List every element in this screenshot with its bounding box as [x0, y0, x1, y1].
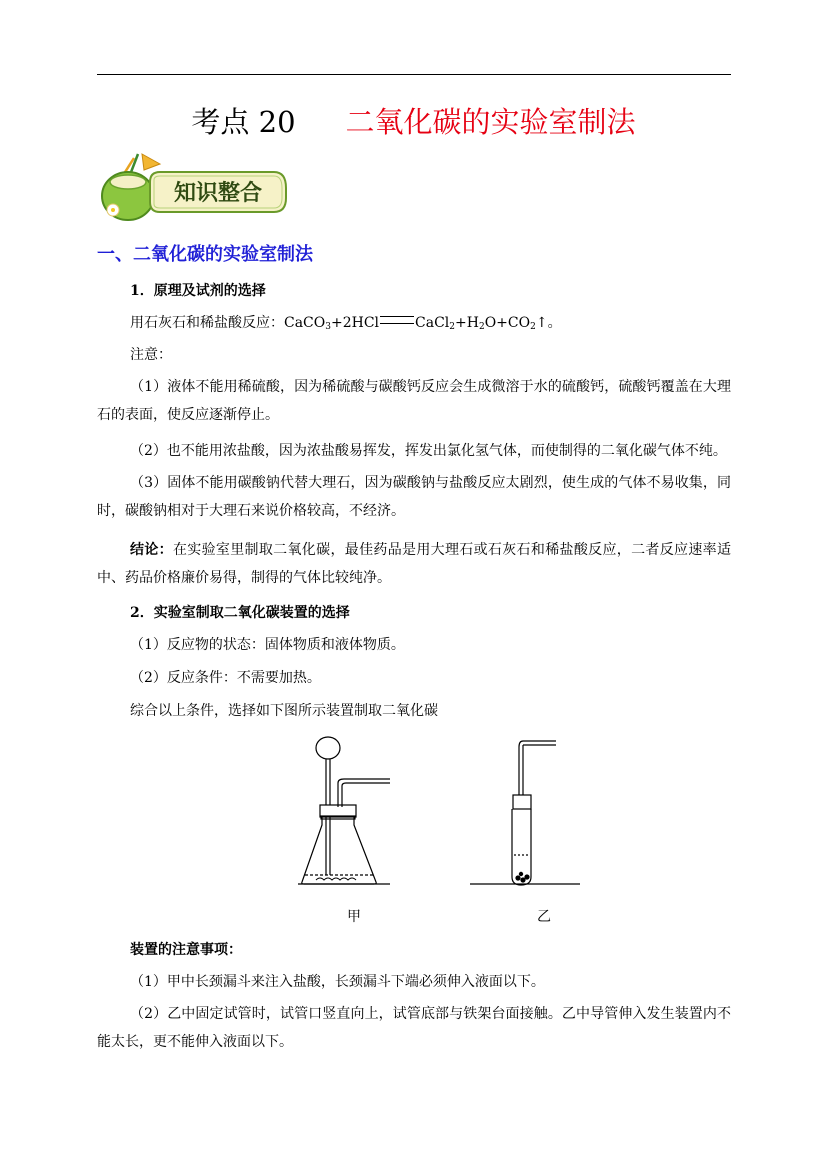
page-title — [0, 100, 827, 141]
conclusion — [97, 536, 731, 592]
reaction-line — [97, 309, 731, 337]
sub2-heading: 2．实验室制取二氧化碳装置的选择 — [130, 605, 350, 621]
gas-arrow: ↑。 — [535, 315, 562, 331]
reaction-intro: 用石灰石和稀盐酸反应： — [130, 315, 284, 331]
badge-label: 知识整合 — [173, 181, 263, 206]
note-1: （1）液体不能用稀硫酸，因为稀硫酸与碳酸钙反应会生成微溶于水的硫酸钙，硫酸钙覆盖在大理石的表面，使反应逐渐停止。 — [97, 379, 731, 423]
note-2: （2）也不能用浓盐酸，因为浓盐酸易挥发，挥发出氯化氢气体，而使制得的二氧化碳气体不纯。 — [130, 443, 727, 459]
note-3: （3）固体不能用碳酸钠代替大理石，因为碳酸钠与盐酸反应太剧烈，使生成的气体不易收集，同时，碳酸钠相对于大理石来说价格较高，不经济。 — [97, 475, 731, 519]
header-rule — [97, 74, 731, 75]
sub-2b: 2 — [478, 322, 485, 332]
sub-2c: 2 — [530, 322, 536, 332]
sub2-summary: 综合以上条件，选择如下图所示装置制取二氧化碳 — [130, 703, 438, 719]
conclusion-label: 结论： — [130, 542, 173, 558]
conclusion-text: 在实验室里制取二氧化碳，最佳药品是用大理石或石灰石和稀盐酸反应，二者反应速率适中、药品价格廉价易得，制得的气体比较纯净。 — [97, 542, 731, 586]
product-co2: O+CO — [484, 315, 531, 331]
precaution-1: （1）甲中长颈漏斗来注入盐酸，长颈漏斗下端必须伸入液面以下。 — [130, 974, 545, 990]
test-tube-apparatus — [470, 741, 580, 885]
product-h2o: +H — [455, 315, 479, 331]
reactant-caco3: CaCO — [284, 315, 326, 331]
sub-3: 3 — [325, 322, 331, 332]
caption-right: 乙 — [537, 909, 551, 925]
topic-number: 考点 20 — [191, 105, 296, 139]
knowledge-badge — [98, 150, 290, 222]
note-label: 注意： — [130, 347, 172, 363]
precautions-label: 装置的注意事项： — [130, 942, 242, 958]
caption-left: 甲 — [347, 909, 361, 925]
apparatus-figure — [290, 735, 580, 895]
product-cacl2: CaCl — [415, 315, 450, 331]
sub-2a: 2 — [449, 322, 456, 332]
flask-apparatus — [298, 737, 390, 884]
sub2-item-2: （2）反应条件：不需要加热。 — [130, 670, 321, 686]
section-heading: 一、二氧化碳的实验室制法 — [97, 244, 313, 265]
reactant-hcl: +2HCl — [330, 315, 380, 331]
equals-sign — [380, 316, 414, 324]
sub2-item-1: （1）反应物的状态：固体物质和液体物质。 — [130, 637, 405, 653]
precaution-2: （2）乙中固定试管时，试管口竖直向上，试管底部与铁架台面接触。乙中导管伸入发生装置内不能太长，更不能伸入液面以下。 — [97, 1006, 731, 1050]
sub1-heading: 1．原理及试剂的选择 — [130, 283, 266, 299]
topic-title: 二氧化碳的实验室制法 — [345, 105, 636, 139]
